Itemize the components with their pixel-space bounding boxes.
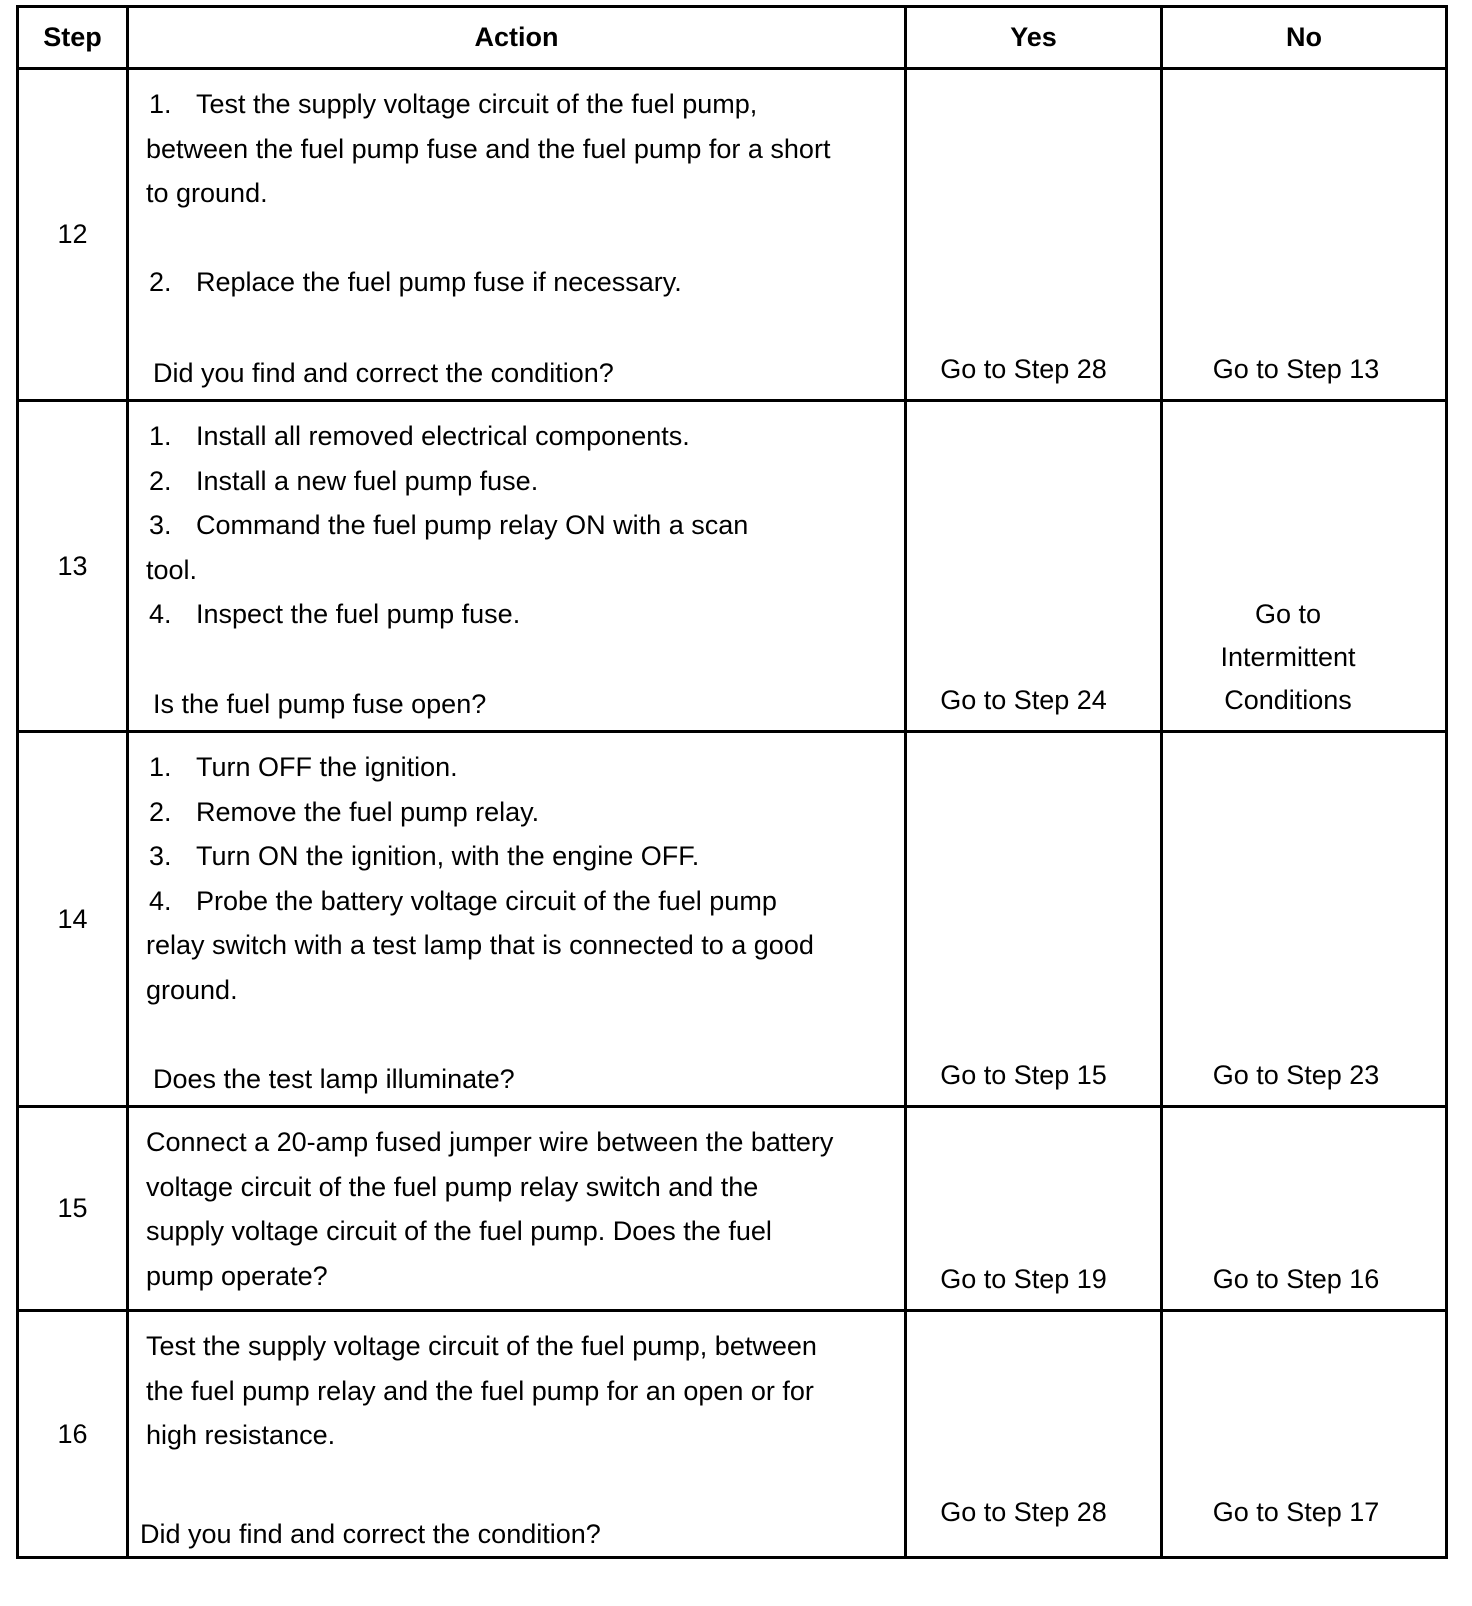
no-target: Go to Step 13 <box>1212 354 1380 384</box>
yes-target: Go to Step 15 <box>940 1060 1107 1090</box>
yes-cell <box>906 732 1162 1107</box>
action-line: to ground. <box>146 178 268 208</box>
action-cell <box>128 1311 906 1558</box>
action-line: 2. Replace the fuel pump fuse if necessary. <box>149 267 682 297</box>
action-question: Did you find and correct the condition? <box>153 357 614 388</box>
no-cell <box>1162 1107 1447 1311</box>
yes-target: Go to Step 28 <box>940 1497 1107 1527</box>
no-cell <box>1162 69 1447 401</box>
step-number: 16 <box>18 1311 128 1558</box>
action-line: supply voltage circuit of the fuel pump. Does the fuel <box>146 1216 772 1246</box>
action-line: 3. Command the fuel pump relay ON with a scan <box>149 510 749 540</box>
action-line: 4. Probe the battery voltage circuit of the fuel pump <box>149 885 777 916</box>
action-line: 1. Turn OFF the ignition. <box>149 752 458 782</box>
action-line: Test the supply voltage circuit of the fuel pump, between <box>146 1331 817 1361</box>
action-line: Connect a 20-amp fused jumper wire between the battery <box>146 1127 834 1157</box>
no-cell <box>1162 732 1447 1107</box>
action-cell <box>128 401 906 732</box>
action-cell <box>128 69 906 401</box>
no-target: Go to Step 16 <box>1212 1264 1380 1294</box>
table-row <box>18 1107 1447 1311</box>
yes-cell <box>906 1107 1162 1311</box>
table-row <box>18 69 1447 401</box>
action-line: pump operate? <box>146 1260 328 1291</box>
table-row <box>18 401 1447 732</box>
no-target: Go to Intermittent Conditions <box>1220 599 1356 715</box>
no-cell <box>1162 401 1447 732</box>
action-line: relay switch with a test lamp that is connected to a good <box>146 930 814 960</box>
yes-target: Go to Step 28 <box>940 354 1107 384</box>
action-line: 4. Inspect the fuel pump fuse. <box>149 599 521 629</box>
yes-target: Go to Step 24 <box>940 685 1107 715</box>
yes-target: Go to Step 19 <box>940 1264 1107 1294</box>
action-line: between the fuel pump fuse and the fuel pump for a short <box>146 133 831 164</box>
no-cell <box>1162 1311 1447 1558</box>
header-row <box>18 7 1447 69</box>
step-number: 13 <box>18 401 128 732</box>
no-target: Go to Step 23 <box>1212 1060 1380 1090</box>
table-row <box>18 1311 1447 1558</box>
action-line: ground. <box>146 974 238 1005</box>
yes-cell <box>906 1311 1162 1558</box>
header-action: Action <box>128 7 906 69</box>
action-cell <box>128 1107 906 1311</box>
yes-cell <box>906 401 1162 732</box>
action-line: 1. Install all removed electrical components. <box>149 421 690 451</box>
action-question: Does the test lamp illuminate? <box>153 1063 515 1094</box>
diagnostic-procedure-table <box>16 5 1448 1559</box>
action-line: 1. Test the supply voltage circuit of the fuel pump, <box>149 89 758 119</box>
action-line: voltage circuit of the fuel pump relay switch and the <box>146 1171 759 1202</box>
no-target: Go to Step 17 <box>1212 1497 1380 1527</box>
action-line: high resistance. <box>146 1420 336 1450</box>
step-number: 15 <box>18 1107 128 1311</box>
action-line: tool. <box>146 554 198 585</box>
table-row <box>18 732 1447 1107</box>
header-step: Step <box>18 7 128 69</box>
action-line: 2. Install a new fuel pump fuse. <box>149 465 539 496</box>
header-no: No <box>1162 7 1447 69</box>
action-line: the fuel pump relay and the fuel pump for an open or for <box>146 1375 814 1406</box>
action-question: Did you find and correct the condition? <box>140 1518 601 1549</box>
action-cell <box>128 732 906 1107</box>
yes-cell <box>906 69 1162 401</box>
step-number: 14 <box>18 732 128 1107</box>
action-question: Is the fuel pump fuse open? <box>153 688 487 719</box>
step-number: 12 <box>18 69 128 401</box>
action-line: 2. Remove the fuel pump relay. <box>149 796 540 827</box>
action-line: 3. Turn ON the ignition, with the engine OFF. <box>149 841 700 871</box>
header-yes: Yes <box>906 7 1162 69</box>
